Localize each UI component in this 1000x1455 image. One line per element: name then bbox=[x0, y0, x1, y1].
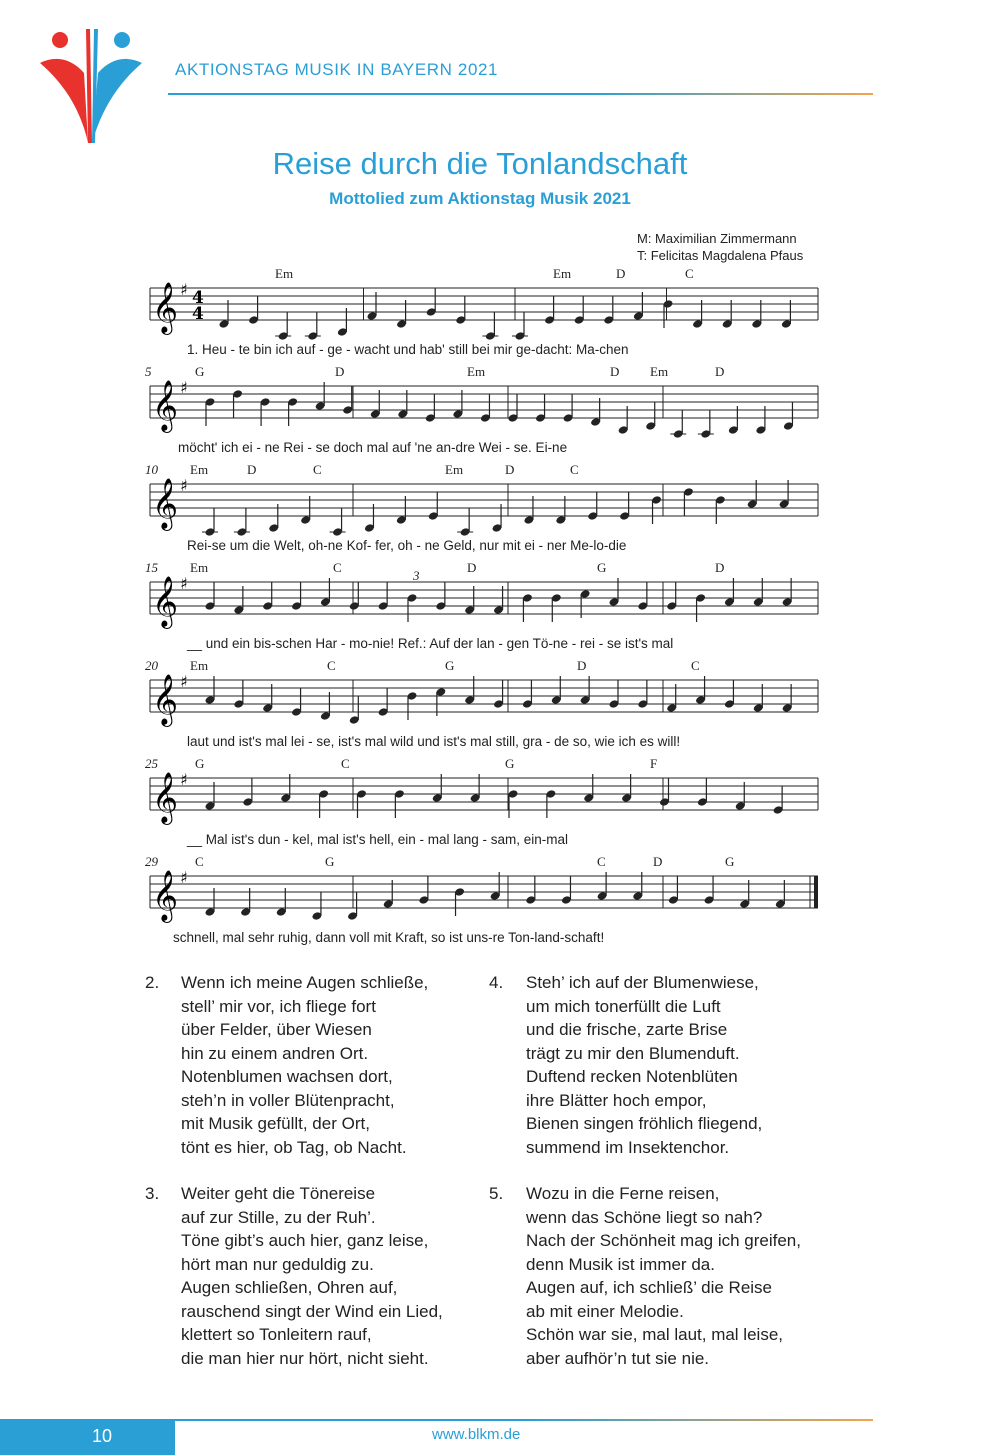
music-system bbox=[145, 462, 820, 552]
song-title: Reise durch die Tonlandschaft bbox=[272, 146, 688, 181]
verse-line: die man hier nur hört, nicht sieht. bbox=[181, 1348, 429, 1368]
verse-line: und die frische, zarte Brise bbox=[526, 1020, 728, 1039]
svg-text:𝄞: 𝄞 bbox=[152, 282, 179, 333]
verse-line: auf zur Stille, zu der Ruh’. bbox=[181, 1207, 376, 1227]
svg-text:♯: ♯ bbox=[180, 770, 188, 789]
svg-text:♯: ♯ bbox=[180, 280, 188, 299]
lyrics-line: laut und ist's mal lei - se, ist's mal wild und ist's mal still, gra - de so, wie ich es will! bbox=[187, 734, 681, 749]
verse-line: Wozu in die Ferne reisen, bbox=[526, 1184, 720, 1203]
chord-label: D bbox=[715, 364, 725, 379]
lyrics-line: schnell, mal sehr ruhig, dann voll mit Kraft, so ist uns-re Ton-land-schaft! bbox=[173, 930, 605, 945]
measure-number: 29 bbox=[145, 854, 158, 869]
music-system bbox=[145, 658, 820, 748]
measure-number: 20 bbox=[145, 658, 158, 673]
chord-label: C bbox=[691, 658, 700, 673]
chord-label: D bbox=[653, 854, 663, 869]
chord-label: Em bbox=[553, 266, 572, 281]
header-divider bbox=[168, 93, 873, 95]
chord-label: D bbox=[616, 266, 626, 281]
verse-line: ihre Blätter hoch empor, bbox=[526, 1090, 707, 1110]
music-system bbox=[145, 560, 820, 650]
chord-label: Em bbox=[190, 658, 209, 673]
svg-text:4: 4 bbox=[192, 288, 204, 308]
measure-number: 10 bbox=[145, 462, 158, 477]
chord-label: D bbox=[610, 364, 620, 379]
chord-label: Em bbox=[275, 266, 294, 281]
verse-line: hin zu einem andren Ort. bbox=[181, 1043, 369, 1063]
lyrics-line: __ Mal ist's dun - kel, mal ist's hell, ein - mal lang - sam, ein-mal bbox=[187, 832, 569, 847]
lyrics-line: 1. Heu - te bin ich auf - ge - wacht und hab' still bei mir ge-dacht: Ma-chen bbox=[187, 342, 629, 357]
verse-line: tönt es hier, ob Tag, ob Nacht. bbox=[181, 1137, 407, 1157]
chord-label: Em bbox=[445, 462, 464, 477]
music-system bbox=[145, 364, 820, 454]
verse-line: stell’ mir vor, ich fliege fort bbox=[181, 996, 376, 1016]
lyrics-line: __ und ein bis-schen Har - mo-nie! Ref.: Auf der lan - gen Tö-ne - rei - se ist's mal bbox=[187, 636, 674, 651]
measure-number: 5 bbox=[145, 364, 152, 379]
verse-line: mit Musik gefüllt, der Ort, bbox=[181, 1114, 370, 1133]
verse-line: Augen auf, ich schließ’ die Reise bbox=[526, 1278, 773, 1297]
chord-label: D bbox=[505, 462, 515, 477]
verse-number: 4. bbox=[489, 973, 504, 992]
chord-label: C bbox=[313, 462, 322, 477]
verse-line: Weiter geht die Tönereise bbox=[181, 1184, 376, 1203]
verse-number: 2. bbox=[145, 973, 160, 992]
blkm-logo-icon bbox=[38, 25, 148, 143]
lyrics-line: möcht' ich ei - ne Rei - se doch mal auf 'ne an-dre Wei - se. Ei-ne bbox=[178, 440, 568, 455]
chord-label: C bbox=[327, 658, 336, 673]
verse-text bbox=[181, 1182, 443, 1370]
music-staff bbox=[145, 854, 820, 929]
verse-line: rauschend singt der Wind ein Lied, bbox=[181, 1301, 443, 1321]
music-system bbox=[145, 266, 820, 356]
svg-text:♯: ♯ bbox=[180, 868, 188, 887]
chord-label: D bbox=[335, 364, 345, 379]
svg-text:♯: ♯ bbox=[180, 672, 188, 691]
verse-line: ab mit einer Melodie. bbox=[526, 1301, 684, 1321]
verse-line: Augen schließen, Ohren auf, bbox=[181, 1278, 398, 1297]
chord-label: D bbox=[715, 560, 725, 575]
chord-label: G bbox=[597, 560, 607, 575]
svg-text:𝄞: 𝄞 bbox=[152, 870, 179, 921]
verse-number: 5. bbox=[489, 1184, 504, 1203]
chord-label: Em bbox=[190, 462, 209, 477]
chord-label: D bbox=[247, 462, 257, 477]
chord-label: C bbox=[195, 854, 204, 869]
music-staff bbox=[145, 462, 820, 537]
chord-label: C bbox=[597, 854, 606, 869]
chord-label: G bbox=[195, 756, 205, 771]
svg-text:𝄞: 𝄞 bbox=[152, 380, 179, 431]
page-number-box bbox=[0, 1421, 175, 1455]
measure-number: 25 bbox=[145, 756, 158, 771]
verse-line: klettert so Tonleitern rauf, bbox=[181, 1325, 372, 1344]
verse-line: Wenn ich meine Augen schließe, bbox=[181, 973, 429, 992]
svg-text:♯: ♯ bbox=[180, 574, 188, 593]
footer-link[interactable]: www.blkm.de bbox=[432, 1426, 521, 1443]
triplet-mark: 3 bbox=[413, 568, 420, 583]
svg-text:𝄞: 𝄞 bbox=[152, 674, 179, 725]
chord-label: F bbox=[650, 756, 658, 771]
verse-line: wenn das Schöne liegt so nah? bbox=[526, 1207, 763, 1227]
chord-label: Em bbox=[467, 364, 486, 379]
chord-label: G bbox=[445, 658, 455, 673]
verse-line: Bienen singen fröhlich fliegend, bbox=[526, 1114, 763, 1133]
music-staff bbox=[145, 266, 820, 341]
svg-text:♯: ♯ bbox=[180, 378, 188, 397]
song-subtitle: Mottolied zum Aktionstag Musik 2021 bbox=[329, 189, 631, 208]
chord-label: G bbox=[195, 364, 205, 379]
svg-text:𝄞: 𝄞 bbox=[152, 576, 179, 627]
measure-number: 15 bbox=[145, 560, 158, 575]
verse-line: aber aufhör’n tut sie nie. bbox=[526, 1348, 710, 1368]
chord-label: Em bbox=[650, 364, 669, 379]
verse-text bbox=[526, 1182, 801, 1370]
page-number: 10 bbox=[92, 1426, 113, 1446]
chord-label: D bbox=[467, 560, 477, 575]
chord-label: Em bbox=[190, 560, 209, 575]
verse-line: steh’n in voller Blütenpracht, bbox=[181, 1090, 395, 1110]
music-staff bbox=[145, 364, 820, 439]
chord-label: C bbox=[333, 560, 342, 575]
chord-label: D bbox=[577, 658, 587, 673]
music-staff bbox=[145, 560, 820, 635]
page-header bbox=[0, 0, 1000, 100]
verse-line: summend im Insektenchor. bbox=[526, 1137, 730, 1157]
verse-line: über Felder, über Wiesen bbox=[181, 1020, 372, 1039]
verse-text bbox=[181, 971, 428, 1159]
music-credit: M: Maximilian Zimmermann bbox=[637, 231, 797, 246]
svg-text:𝄞: 𝄞 bbox=[152, 772, 179, 823]
verse-line: Nach der Schönheit mag ich greifen, bbox=[526, 1231, 801, 1250]
verse-line: trägt zu mir den Blumenduft. bbox=[526, 1043, 740, 1063]
chord-label: G bbox=[325, 854, 335, 869]
verse-number: 3. bbox=[145, 1184, 160, 1203]
verse-line: denn Musik ist immer da. bbox=[526, 1254, 715, 1274]
header-title: AKTIONSTAG MUSIK IN BAYERN 2021 bbox=[175, 60, 499, 79]
svg-text:𝄞: 𝄞 bbox=[152, 478, 179, 529]
svg-text:4: 4 bbox=[192, 304, 204, 324]
svg-text:♯: ♯ bbox=[180, 476, 188, 495]
verse-line: hört man nur geduldig zu. bbox=[181, 1254, 374, 1274]
chord-label: C bbox=[685, 266, 694, 281]
music-staff bbox=[145, 658, 820, 733]
chord-label: G bbox=[505, 756, 515, 771]
verse-line: Steh’ ich auf der Blumenwiese, bbox=[526, 973, 759, 992]
chord-label: C bbox=[341, 756, 350, 771]
music-system bbox=[145, 854, 820, 944]
music-system bbox=[145, 756, 820, 846]
verse-line: Töne gibt’s auch hier, ganz leise, bbox=[181, 1231, 429, 1250]
chord-label: G bbox=[725, 854, 735, 869]
text-credit: T: Felicitas Magdalena Pfaus bbox=[637, 248, 804, 263]
verse-line: Schön war sie, mal laut, mal leise, bbox=[526, 1325, 783, 1344]
verse-line: um mich tonerfüllt die Luft bbox=[526, 996, 721, 1016]
verse-line: Duftend recken Notenblüten bbox=[526, 1067, 738, 1086]
chord-label: C bbox=[570, 462, 579, 477]
music-staff bbox=[145, 756, 820, 831]
verse-line: Notenblumen wachsen dort, bbox=[181, 1067, 393, 1086]
verse-text bbox=[526, 971, 762, 1159]
lyrics-line: Rei-se um die Welt, oh-ne Kof- fer, oh - ne Geld, nur mit ei - ner Me-lo-die bbox=[187, 538, 627, 553]
